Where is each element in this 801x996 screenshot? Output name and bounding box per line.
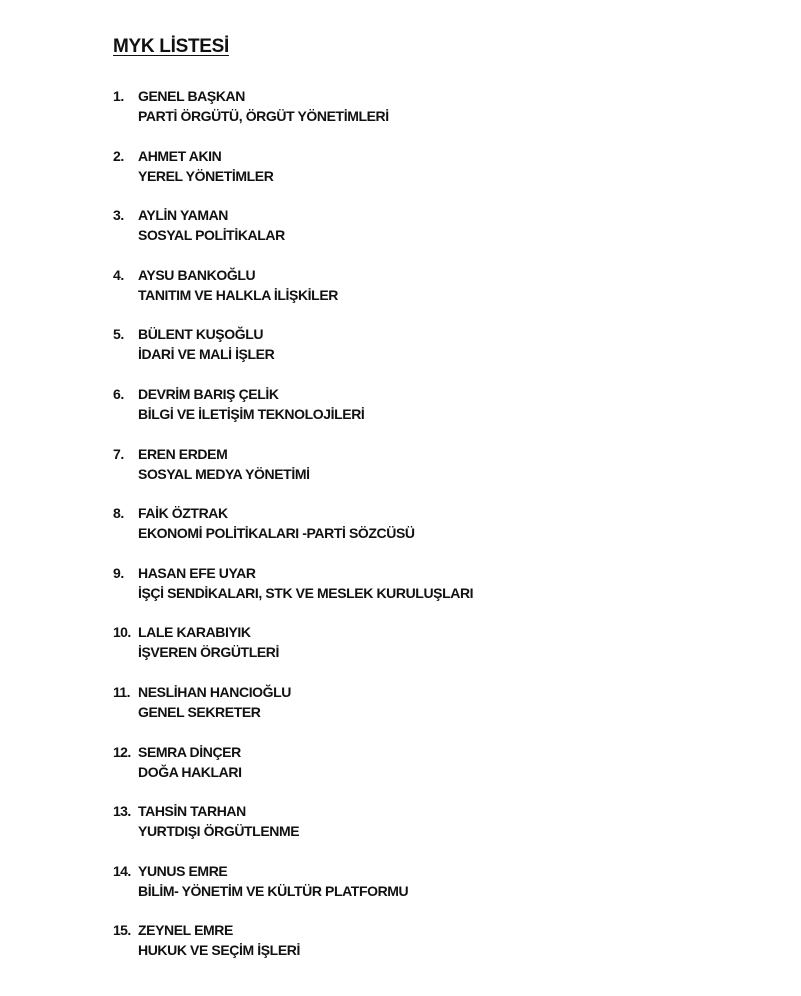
member-role: İŞVEREN ÖRGÜTLERİ <box>138 644 279 661</box>
item-number: 5. <box>113 326 124 343</box>
document-title: MYK LİSTESİ <box>113 36 229 57</box>
item-number: 3. <box>113 207 124 224</box>
member-name: AYLİN YAMAN <box>138 207 228 224</box>
item-number: 11. <box>113 683 130 700</box>
member-name: BÜLENT KUŞOĞLU <box>138 326 264 343</box>
item-number: 10. <box>113 624 131 641</box>
member-name: YUNUS EMRE <box>138 862 228 879</box>
member-role: SOSYAL MEDYA YÖNETİMİ <box>138 465 310 482</box>
item-number: 9. <box>113 564 124 581</box>
item-number: 1. <box>113 88 124 104</box>
member-role: İDARİ VE MALİ İŞLER <box>138 346 275 363</box>
member-name: HASAN EFE UYAR <box>138 564 256 581</box>
member-role: SOSYAL POLİTİKALAR <box>138 227 285 244</box>
member-name: ZEYNEL EMRE <box>138 922 233 939</box>
member-role: GENEL SEKRETER <box>138 703 261 720</box>
member-name: LALE KARABIYIK <box>138 624 251 641</box>
item-number: 13. <box>113 803 131 820</box>
item-number: 8. <box>113 505 124 522</box>
member-role: BİLGİ VE İLETİŞİM TEKNOLOJİLERİ <box>138 405 365 422</box>
member-name: GENEL BAŞKAN <box>138 88 245 104</box>
member-name: AYSU BANKOĞLU <box>138 266 256 283</box>
member-role: HUKUK VE SEÇİM İŞLERİ <box>138 942 300 959</box>
item-number: 14. <box>113 862 131 879</box>
member-role: EKONOMİ POLİTİKALARI -PARTİ SÖZCÜSÜ <box>138 525 415 542</box>
member-name: EREN ERDEM <box>138 445 228 462</box>
member-name: NESLİHAN HANCIOĞLU <box>138 683 292 700</box>
item-number: 4. <box>113 266 124 283</box>
member-name: SEMRA DİNÇER <box>138 743 241 760</box>
member-name: DEVRİM BARIŞ ÇELİK <box>138 385 279 402</box>
member-name: FAİK ÖZTRAK <box>138 505 228 522</box>
member-name: TAHSİN TARHAN <box>138 803 246 820</box>
item-number: 15. <box>113 922 131 939</box>
member-role: YURTDIŞI ÖRGÜTLENME <box>138 823 300 840</box>
member-role: TANITIM VE HALKLA İLİŞKİLER <box>138 286 338 303</box>
item-number: 7. <box>113 445 124 462</box>
item-number: 6. <box>113 385 124 402</box>
member-role: YEREL YÖNETİMLER <box>138 167 274 184</box>
member-role: DOĞA HAKLARI <box>138 763 242 780</box>
member-role: BİLİM- YÖNETİM VE KÜLTÜR PLATFORMU <box>138 882 409 899</box>
member-role: İŞÇİ SENDİKALARI, STK VE MESLEK KURULUŞLARI <box>138 584 474 601</box>
item-number: 12. <box>113 743 131 760</box>
member-name: AHMET AKIN <box>138 147 222 164</box>
member-role: PARTİ ÖRGÜTÜ, ÖRGÜT YÖNETİMLERİ <box>138 108 389 124</box>
item-number: 2. <box>113 147 124 164</box>
